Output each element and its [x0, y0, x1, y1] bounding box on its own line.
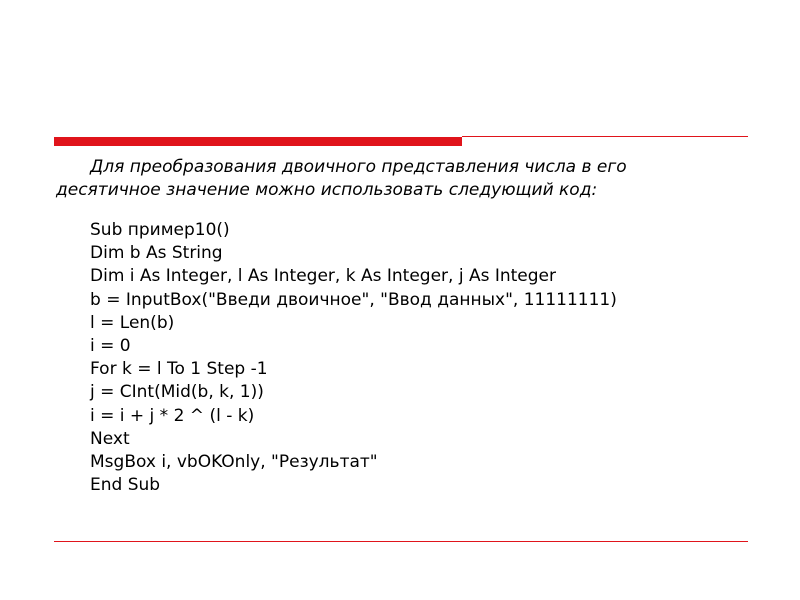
- code-line: For k = l To 1 Step -1: [90, 359, 268, 380]
- title-divider: [54, 134, 748, 146]
- code-line: Next: [90, 428, 130, 449]
- code-listing: [90, 219, 750, 497]
- code-line: l = Len(b): [90, 312, 175, 333]
- intro-line-1: Для преобразования двоичного представления числа в его: [90, 157, 627, 177]
- intro-paragraph: [56, 156, 746, 202]
- footer-divider: [54, 541, 748, 542]
- code-line: Dim i As Integer, l As Integer, k As Integer, j As Integer: [90, 266, 556, 287]
- divider-thin-line: [462, 136, 748, 137]
- code-line: MsgBox i, vbOKOnly, "Результат": [90, 452, 378, 473]
- code-line: b = InputBox("Введи двоичное", "Ввод данных", 11111111): [90, 289, 617, 310]
- divider-accent-bar: [54, 137, 462, 146]
- code-line: i = i + j * 2 ^ (l - k): [90, 405, 255, 426]
- code-line: i = 0: [90, 336, 131, 357]
- intro-line-2: десятичное значение можно использовать следующий код:: [56, 180, 598, 200]
- code-line: Sub пример10(): [90, 220, 230, 240]
- code-line: Dim b As String: [90, 243, 223, 264]
- code-line: j = CInt(Mid(b, k, 1)): [90, 382, 264, 403]
- code-line: End Sub: [90, 475, 161, 496]
